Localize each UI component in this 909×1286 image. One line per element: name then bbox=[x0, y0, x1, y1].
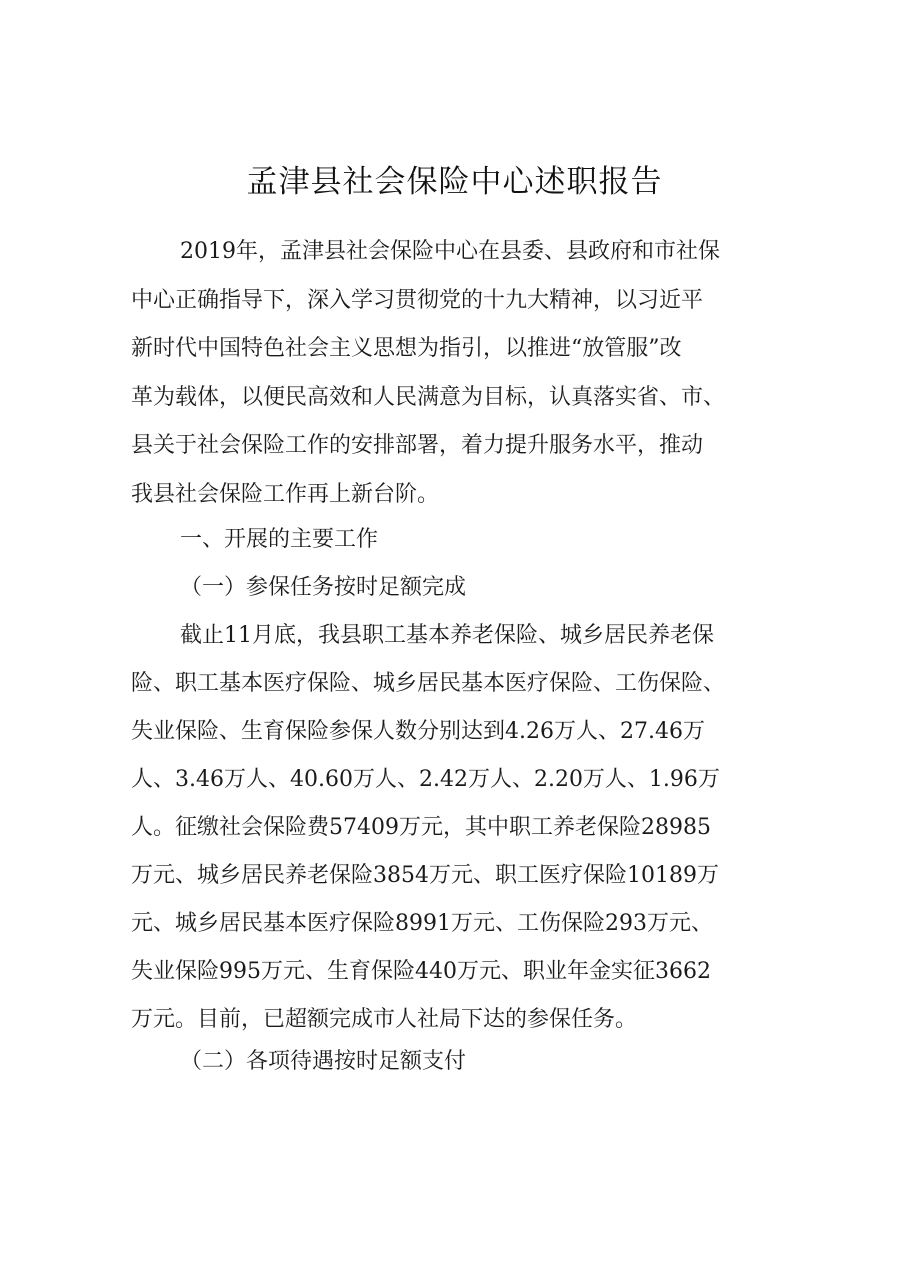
intro-line-4: 革为载体，以便民高效和人民满意为目标，认真落实省、市、 bbox=[131, 385, 726, 410]
subsection-1-line-2: 险、职工基本医疗保险、城乡居民基本医疗保险、工伤保险、 bbox=[131, 671, 726, 696]
subsection-1-line-9: 万元。目前，已超额完成市人社局下达的参保任务。 bbox=[131, 1007, 638, 1032]
subsection-1-line-5: 人。征缴社会保险费57409万元，其中职工养老保险28985 bbox=[131, 815, 711, 840]
intro-line-1: 2019年，孟津县社会保险中心在县委、县政府和市社保 bbox=[180, 239, 720, 264]
intro-line-2: 中心正确指导下，深入学习贯彻党的十九大精神，以习近平 bbox=[131, 288, 704, 313]
subsection-1-line-6: 万元、城乡居民养老保险3854万元、职工医疗保险10189万 bbox=[131, 863, 719, 888]
subsection-1-line-8: 失业保险995万元、生育保险440万元、职业年金实征3662 bbox=[131, 959, 711, 984]
subsection-2-heading: （二）各项待遇按时足额支付 bbox=[180, 1049, 467, 1074]
section-1-heading: 一、开展的主要工作 bbox=[180, 527, 379, 552]
subsection-1-line-1: 截止11月底，我县职工基本养老保险、城乡居民养老保 bbox=[180, 623, 714, 648]
intro-line-6: 我县社会保险工作再上新台阶。 bbox=[131, 482, 440, 507]
subsection-1-line-7: 元、城乡居民基本医疗保险8991万元、工伤保险293万元、 bbox=[131, 911, 713, 936]
subsection-1-line-3: 失业保险、生育保险参保人数分别达到4.26万人、27.46万 bbox=[131, 719, 705, 744]
intro-line-3: 新时代中国特色社会主义思想为指引，以推进“放管服”改 bbox=[131, 336, 682, 361]
intro-line-5: 县关于社会保险工作的安排部署，着力提升服务水平，推动 bbox=[131, 433, 704, 458]
subsection-1-heading: （一）参保任务按时足额完成 bbox=[180, 575, 467, 600]
document-title: 孟津县社会保险中心述职报告 bbox=[246, 164, 663, 200]
subsection-1-line-4: 人、3.46万人、40.60万人、2.42万人、2.20万人、1.96万 bbox=[131, 767, 720, 792]
